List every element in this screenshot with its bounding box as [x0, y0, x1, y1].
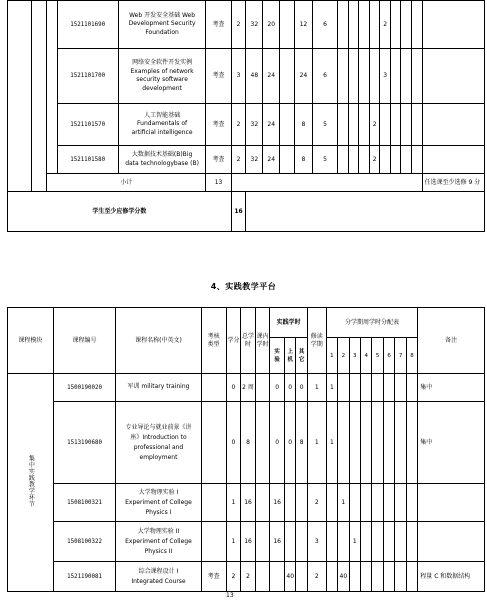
- subtotal-blank: [231, 174, 422, 192]
- course-code: 1513190680: [53, 402, 115, 484]
- term-8: [412, 104, 423, 146]
- term-4: [369, 1, 380, 49]
- course-name: 网络安全软件开发实例 Examples of network security software development: [118, 49, 206, 104]
- header-credit: 学分: [226, 308, 241, 374]
- lecture-hours: 24: [263, 104, 280, 146]
- remark: [422, 1, 484, 49]
- subtotal-note: 任选课至少选修 9 分: [422, 174, 484, 192]
- header-term-3: 3: [349, 338, 360, 374]
- onmachine-hours: 0: [284, 402, 295, 484]
- term-6: [390, 1, 401, 49]
- term-4: [361, 522, 372, 562]
- total-hours: 16: [241, 484, 256, 522]
- credit: 2: [231, 104, 246, 146]
- lab-hours: [280, 146, 295, 174]
- term-5: 3: [380, 49, 391, 104]
- term-8: [412, 49, 423, 104]
- lecture-hours: [255, 402, 270, 484]
- lab-hours: 0: [270, 374, 285, 402]
- header-name: 课程名称(中英文): [116, 308, 201, 374]
- term-4: 2: [369, 104, 380, 146]
- header-exam: 考核 类型: [201, 308, 226, 374]
- course-code: 1521101570: [57, 104, 118, 146]
- term-7: [395, 374, 406, 402]
- term-5: [372, 402, 383, 484]
- exam-type: 考查: [201, 562, 226, 592]
- remark: [418, 484, 485, 522]
- lab-hours: 0: [270, 402, 285, 484]
- term-6: [383, 562, 394, 592]
- term-5: [380, 146, 391, 174]
- course-name: Web 开发安全基础 Web Development Security Foundation: [118, 1, 206, 49]
- term-2: [348, 1, 359, 49]
- header-total: 总学 时: [241, 308, 256, 374]
- onmachine-hours: [284, 522, 295, 562]
- other-hours: 0: [296, 374, 307, 402]
- term-3: 1: [349, 522, 360, 562]
- practice-course-table: [7, 307, 485, 592]
- term-5: [372, 522, 383, 562]
- header-remark: 备注: [418, 308, 485, 374]
- semester: 5: [312, 104, 337, 146]
- course-name: 大数据技术基础(B)Big data technologybase (B): [118, 146, 206, 174]
- category-cell: [8, 1, 32, 192]
- term-3: [349, 562, 360, 592]
- onmachine-hours: 40: [284, 562, 295, 592]
- exam-type: 考查: [206, 49, 231, 104]
- term-8: [406, 484, 417, 522]
- subtotal-credit: 13: [206, 174, 231, 192]
- lab-hours: 16: [270, 484, 285, 522]
- term-7: [401, 1, 412, 49]
- exam-type: [201, 522, 226, 562]
- term-4: [361, 562, 372, 592]
- total-hours: 48: [246, 49, 263, 104]
- term-1: [326, 484, 337, 522]
- term-5: [372, 374, 383, 402]
- term-2: [338, 522, 349, 562]
- total-hours: 32: [246, 104, 263, 146]
- term-7: [395, 562, 406, 592]
- term-3: [359, 1, 370, 49]
- term-2: [348, 104, 359, 146]
- term-5: [380, 104, 391, 146]
- term-8: [412, 1, 423, 49]
- term-1: [326, 562, 337, 592]
- elective-course-table: [7, 0, 485, 232]
- subtotal-label: 小计: [47, 174, 206, 192]
- course-code: 1521101700: [57, 49, 118, 104]
- header-term-4: 4: [361, 338, 372, 374]
- term-3: [359, 104, 370, 146]
- remark: [422, 49, 484, 104]
- header-lab: 实 验: [270, 338, 285, 374]
- course-code: 1508100322: [53, 522, 115, 562]
- course-name: 大学物理实验 II Experiment of College Physics II: [116, 522, 201, 562]
- other-hours: 12: [294, 1, 312, 49]
- semester: 3: [307, 522, 326, 562]
- term-8: [406, 562, 417, 592]
- semester: 6: [312, 1, 337, 49]
- onmachine-hours: [284, 484, 295, 522]
- term-1: [326, 522, 337, 562]
- table-row: [8, 484, 485, 522]
- lab-hours: [270, 562, 285, 592]
- credit: 3: [231, 49, 246, 104]
- term-1: [338, 104, 349, 146]
- exam-type: 考查: [206, 1, 231, 49]
- credit: 0: [226, 374, 241, 402]
- table-row: [8, 562, 485, 592]
- header-term-5: 5: [372, 338, 383, 374]
- other-hours: 8: [294, 146, 312, 174]
- term-4: [361, 484, 372, 522]
- header-onmachine: 上 机: [284, 338, 295, 374]
- course-name: 大学物理实验 I Experiment of College Physics I: [116, 484, 201, 522]
- other-hours: 24: [294, 49, 312, 104]
- course-name: 专业导论与就业前景《讲 座》Introduction to professional and employment: [116, 402, 201, 484]
- onmachine-hours: 0: [284, 374, 295, 402]
- exam-type: 考查: [206, 146, 231, 174]
- table-row: [8, 146, 485, 174]
- term-7: [395, 484, 406, 522]
- table-row: [8, 104, 485, 146]
- semester: 5: [312, 146, 337, 174]
- other-hours: 8: [296, 402, 307, 484]
- term-8: [406, 522, 417, 562]
- term-7: [401, 104, 412, 146]
- lecture-hours: 24: [263, 146, 280, 174]
- course-code: 1521101690: [57, 1, 118, 49]
- lecture-hours: [255, 522, 270, 562]
- term-1: [338, 49, 349, 104]
- term-5: [372, 562, 383, 592]
- credit: 1: [226, 522, 241, 562]
- lab-hours: [280, 49, 295, 104]
- group-cell: [47, 1, 58, 174]
- remark: [422, 146, 484, 174]
- lecture-hours: 24: [263, 49, 280, 104]
- term-6: [383, 374, 394, 402]
- lecture-hours: 20: [263, 1, 280, 49]
- exam-type: 考查: [206, 104, 231, 146]
- credit: 2: [231, 146, 246, 174]
- semester: 1: [307, 402, 326, 484]
- total-hours: 2 周: [241, 374, 256, 402]
- course-name: 军训 military training: [116, 374, 201, 402]
- course-code: 1521190081: [53, 562, 115, 592]
- header-lecture: 课内 学时: [255, 308, 270, 374]
- lab-hours: 16: [270, 522, 285, 562]
- term-6: [390, 104, 401, 146]
- term-2: 40: [338, 562, 349, 592]
- term-1: [338, 1, 349, 49]
- total-hours: 32: [246, 146, 263, 174]
- other-hours: 8: [294, 104, 312, 146]
- term-5: 2: [380, 1, 391, 49]
- lecture-hours: [255, 484, 270, 522]
- term-1: 1: [326, 374, 337, 402]
- term-5: [372, 484, 383, 522]
- credit: 1: [226, 484, 241, 522]
- course-code: 1500190020: [53, 374, 115, 402]
- category-cell: [8, 374, 54, 592]
- header-other: 其 它: [296, 338, 307, 374]
- term-7: [401, 49, 412, 104]
- semester: 2: [307, 484, 326, 522]
- course-name: 人工智能基础 Fundamentals of artificial intelligence: [118, 104, 206, 146]
- semester: 1: [307, 374, 326, 402]
- table-row: [8, 49, 485, 104]
- header-category: 课程模块: [8, 308, 54, 374]
- term-8: [412, 146, 423, 174]
- credit: 0: [226, 402, 241, 484]
- header-term-1: 1: [326, 338, 337, 374]
- subcategory-cell: [32, 1, 47, 192]
- semester: 6: [312, 49, 337, 104]
- term-2: [348, 146, 359, 174]
- term-4: [361, 402, 372, 484]
- course-code: 1521101580: [57, 146, 118, 174]
- min-credit-value: 16: [231, 192, 246, 232]
- category-label: 集中实践教学环节: [27, 455, 35, 507]
- lab-hours: [280, 1, 295, 49]
- term-7: [395, 522, 406, 562]
- lab-hours: [280, 104, 295, 146]
- header-practice: 实践学时: [270, 308, 308, 338]
- header-term-7: 7: [395, 338, 406, 374]
- other-hours: [296, 562, 307, 592]
- credit: 2: [231, 1, 246, 49]
- header-semester: 修读 学期: [307, 308, 326, 374]
- header-code: 课程编号: [53, 308, 115, 374]
- term-3: [349, 402, 360, 484]
- course-name: 综合课程设计 I Integrated Course: [116, 562, 201, 592]
- table-row: [8, 374, 485, 402]
- min-credit-label: 学生至少应修学分数: [8, 192, 232, 232]
- term-3: [349, 374, 360, 402]
- term-1: [338, 146, 349, 174]
- term-4: [361, 374, 372, 402]
- semester: 2: [307, 562, 326, 592]
- term-2: [348, 49, 359, 104]
- term-2: [338, 374, 349, 402]
- table-row: [8, 1, 485, 49]
- term-2: [338, 402, 349, 484]
- credit: 2: [226, 562, 241, 592]
- term-2: 1: [338, 484, 349, 522]
- header-distribution: 分学期周学时分配表: [326, 308, 418, 338]
- min-credit-row: [8, 192, 485, 232]
- remark: [418, 522, 485, 562]
- term-6: [390, 49, 401, 104]
- table-row: [8, 402, 485, 484]
- subtotal-row: [8, 174, 485, 192]
- term-6: [383, 484, 394, 522]
- term-6: [383, 522, 394, 562]
- page-number: 13: [226, 592, 234, 599]
- term-6: [390, 146, 401, 174]
- min-credit-blank: [246, 192, 485, 232]
- other-hours: [296, 484, 307, 522]
- term-4: [369, 49, 380, 104]
- exam-type: [201, 484, 226, 522]
- total-hours: 8: [241, 402, 256, 484]
- header-row: [8, 308, 485, 338]
- remark: [422, 104, 484, 146]
- total-hours: 2: [241, 562, 256, 592]
- term-7: [395, 402, 406, 484]
- lecture-hours: [255, 562, 270, 592]
- header-term-2: 2: [338, 338, 349, 374]
- term-8: [406, 374, 417, 402]
- term-1: 1: [326, 402, 337, 484]
- remark: 集中: [418, 374, 485, 402]
- header-term-6: 6: [383, 338, 394, 374]
- table-row: [8, 522, 485, 562]
- term-3: [359, 49, 370, 104]
- term-4: 2: [369, 146, 380, 174]
- other-hours: [296, 522, 307, 562]
- total-hours: 16: [241, 522, 256, 562]
- exam-type: [201, 402, 226, 484]
- exam-type: [201, 374, 226, 402]
- section-heading: 4、实践教学平台: [210, 282, 277, 291]
- total-hours: 32: [246, 1, 263, 49]
- lecture-hours: [255, 374, 270, 402]
- term-3: [349, 484, 360, 522]
- course-code: 1508100321: [53, 484, 115, 522]
- term-6: [383, 402, 394, 484]
- term-8: [406, 402, 417, 484]
- term-3: [359, 146, 370, 174]
- remark: 程量 C 和数据结构: [418, 562, 485, 592]
- header-term-8: 8: [406, 338, 417, 374]
- term-7: [401, 146, 412, 174]
- remark: 集中: [418, 402, 485, 484]
